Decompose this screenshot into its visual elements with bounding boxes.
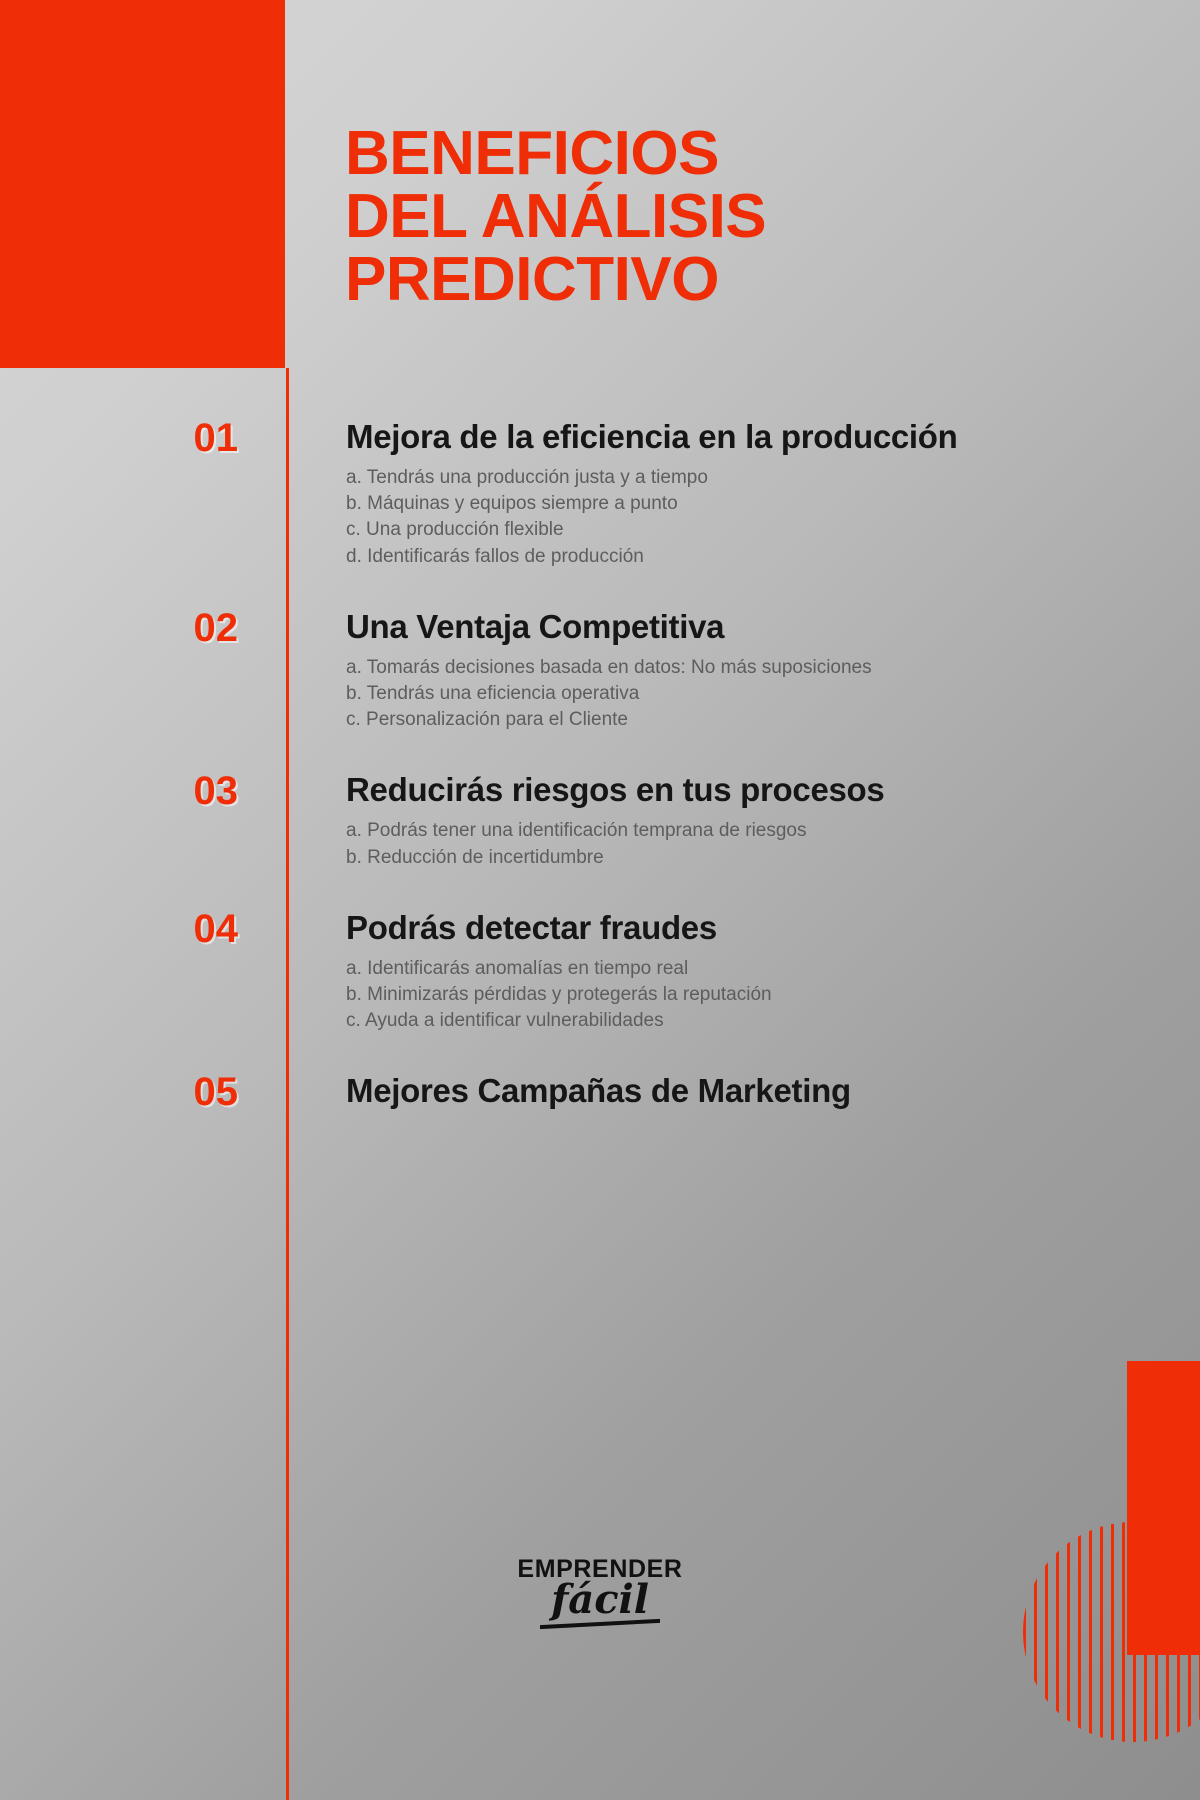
list-item-bullets: [346, 818, 960, 870]
list-item: [0, 418, 1200, 570]
page-title-line-2: DEL ANÁLISIS: [345, 182, 767, 252]
benefits-list: [0, 418, 1200, 1157]
list-item-bullet: a. Identificarás anomalías en tiempo real: [346, 957, 689, 979]
list-item-bullets: [346, 655, 960, 734]
list-item-heading: Podrás detectar fraudes: [346, 908, 717, 946]
list-item-number-column: [0, 418, 286, 570]
decorative-block-top-left: [0, 0, 285, 368]
list-item-bullets: [346, 956, 960, 1035]
list-item-text-column: [286, 1072, 1200, 1119]
list-item-number: 02: [193, 605, 238, 650]
brand-logo-bottom-text: [490, 1576, 710, 1626]
list-item-number-column: [0, 906, 286, 1035]
list-item-bullet: c. Ayuda a identificar vulnerabilidades: [346, 1010, 664, 1032]
list-item-bullet: b. Reducción de incertidumbre: [346, 846, 604, 868]
list-item: [0, 771, 1200, 870]
page-title: [345, 119, 1045, 315]
decorative-striped-circle: [1023, 1522, 1200, 1742]
list-item-heading: Mejora de la eficiencia en la producción: [346, 418, 958, 455]
list-item-bullet: a. Tomarás decisiones basada en datos: No más suposiciones: [346, 656, 872, 678]
page-title-line-1: BENEFICIOS: [345, 119, 719, 188]
list-item-text-column: [286, 909, 1200, 1035]
list-item-bullet: b. Máquinas y equipos siempre a punto: [346, 493, 678, 515]
list-item-bullet: c. Personalización para el Cliente: [346, 709, 628, 731]
list-item-bullet: a. Podrás tener una identificación temprana de riesgos: [346, 820, 807, 842]
list-item-bullet: d. Identificarás fallos de producción: [346, 545, 644, 567]
page-title-line-3: PREDICTIVO: [345, 245, 719, 315]
list-item-number: 05: [193, 1070, 238, 1115]
list-item: [0, 1072, 1200, 1119]
list-item-heading: Una Ventaja Competitiva: [346, 607, 725, 645]
list-item-number-column: [0, 771, 286, 870]
list-item-number-column: [0, 605, 286, 734]
list-item-heading: Mejores Campañas de Marketing: [346, 1072, 851, 1110]
list-item-text-column: [286, 771, 1200, 870]
list-item-number: 04: [193, 906, 238, 951]
list-item-number: 03: [193, 769, 238, 814]
brand-logo: [490, 1555, 710, 1626]
list-item-bullet: b. Tendrás una eficiencia operativa: [346, 682, 640, 704]
list-item-heading: Reducirás riesgos en tus procesos: [346, 771, 885, 809]
list-item-bullets: [346, 465, 960, 570]
list-item: [0, 906, 1200, 1035]
brand-logo-script-word: fácil: [551, 1576, 649, 1623]
list-item-text-column: [286, 418, 1200, 570]
list-item-number-column: [0, 1072, 286, 1119]
list-item-number: 01: [193, 416, 238, 460]
list-item-bullet: a. Tendrás una producción justa y a tiempo: [346, 466, 708, 488]
brand-logo-top-text: EMPRENDER: [517, 1555, 683, 1583]
list-item-bullet: b. Minimizarás pérdidas y protegerás la reputación: [346, 983, 772, 1005]
list-item: [0, 605, 1200, 734]
list-item-bullet: c. Una producción flexible: [346, 519, 564, 541]
list-item-text-column: [286, 608, 1200, 734]
